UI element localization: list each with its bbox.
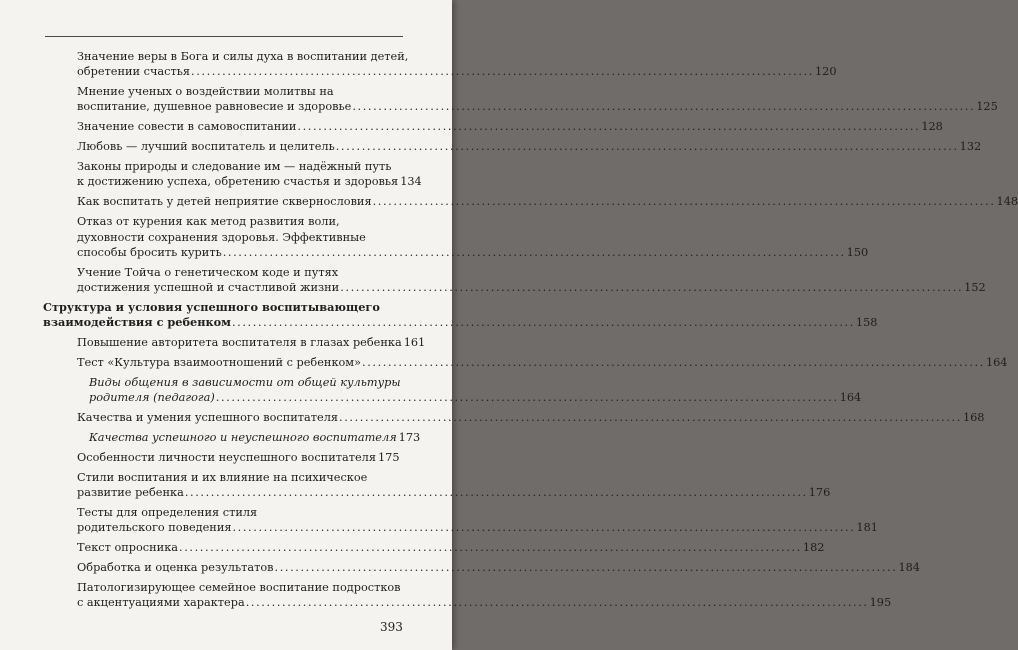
- leader-dots: ........................................................................................................................: [232, 521, 856, 535]
- toc-page-number: 134: [400, 175, 422, 189]
- toc-entry-last-line: [77, 560, 920, 575]
- toc-entry-title: Качества и умения успешного воспитателя: [77, 411, 339, 425]
- toc-entry[interactable]: [43, 410, 985, 425]
- toc-page-number: 125: [976, 100, 998, 114]
- toc-entry-title: родительского поведения: [77, 521, 232, 535]
- toc-entry[interactable]: [43, 450, 403, 465]
- toc-entry-last-line: [77, 119, 943, 134]
- toc-entry-last-line: [77, 450, 398, 465]
- toc-entry-title: Тест «Культура взаимоотношений с ребенком»: [77, 356, 362, 370]
- toc-page-number: 168: [962, 411, 985, 425]
- toc-entry-title: Значение веры в Бога и силы духа в воспитании детей,: [77, 50, 409, 63]
- toc-entry-last-line: [77, 520, 878, 535]
- toc-entry-last-line: [89, 430, 421, 445]
- toc-entry-last-line: [77, 280, 986, 295]
- toc-entry-title: развитие ребенка: [77, 486, 184, 500]
- toc-entry[interactable]: [43, 214, 869, 260]
- toc-page-number: 148: [996, 195, 1018, 209]
- toc-entry-title: Особенности личности неуспешного воспитателя: [77, 451, 376, 464]
- toc-entry-last-line: [77, 485, 831, 500]
- toc-entry-title: способы бросить курить: [77, 245, 222, 259]
- leader-dots: ........................................................................................................................: [274, 561, 898, 575]
- leader-dots: ........................................................................................................................: [191, 65, 814, 79]
- toc-entry-last-line: [77, 194, 1018, 209]
- leader-dots: ........................................................................................................................: [245, 596, 869, 610]
- toc-entry-last-line: [77, 335, 426, 350]
- toc-page-number: 150: [846, 245, 869, 259]
- toc-entry-last-line: [77, 139, 982, 154]
- toc-entry-title: духовности сохранения здоровья. Эффективные: [77, 230, 366, 244]
- toc-entry-title: Стили воспитания и их влияние на психическое: [77, 470, 368, 484]
- toc-entry-title: Как воспитать у детей неприятие сквернословия: [77, 195, 372, 209]
- toc-entry[interactable]: [43, 300, 878, 331]
- toc-page-number: 184: [898, 561, 920, 575]
- toc-page-number: 164: [985, 356, 1008, 370]
- leader-dots: ........................................................................................................................: [339, 411, 962, 425]
- leader-dots: ........................................................................................................................: [184, 486, 808, 500]
- toc-entry-last-line: [77, 540, 825, 555]
- leader-dots: ........................................................................................................................: [372, 195, 996, 209]
- toc-entry-title: обретении счастья: [77, 65, 191, 79]
- toc-page-number: 152: [964, 281, 986, 295]
- toc-entry-last-line: [43, 315, 878, 330]
- page-number: 393: [380, 620, 403, 634]
- toc-entry-last-line: [89, 390, 862, 405]
- toc-entry[interactable]: [43, 139, 982, 154]
- toc-page-number: 195: [869, 596, 892, 610]
- leader-dots: ........................................................................................................................: [340, 281, 964, 295]
- toc-entry-last-line: [77, 245, 869, 260]
- leader-dots: ........................................................................................................................: [362, 356, 985, 370]
- toc-page-number: 176: [808, 486, 831, 500]
- toc-entry-title: Текст опросника: [77, 541, 178, 555]
- toc-entry-title: Виды общения в зависимости от общей культуры: [89, 376, 401, 389]
- toc-entry-title: Значение совести в самовоспитании: [77, 120, 297, 134]
- toc-entry[interactable]: [43, 375, 862, 406]
- top-rule: [45, 36, 403, 37]
- toc-entry-title: Мнение ученых о воздействии молитвы на: [77, 85, 334, 99]
- leader-dots: ........................................................................................................................: [352, 100, 976, 114]
- toc-entry-title: Структура и условия успешного воспитывающего: [43, 300, 380, 314]
- toc-page-number: 164: [839, 391, 862, 405]
- toc-page-number: 132: [959, 140, 982, 154]
- toc-entry-last-line: [77, 410, 985, 425]
- toc-entry[interactable]: [43, 540, 825, 555]
- toc-entry[interactable]: [43, 335, 426, 350]
- toc-entry-last-line: [77, 64, 837, 79]
- toc-entry[interactable]: [43, 505, 878, 536]
- toc-entry-title: родителя (педагога): [89, 391, 215, 405]
- leader-dots: ........................................................................................................................: [179, 541, 802, 555]
- toc-entry[interactable]: [43, 430, 421, 445]
- toc-entry-title: к достижению успеха, обретению счастья и здоровья: [77, 175, 399, 189]
- toc-page-number: 182: [802, 541, 825, 555]
- toc-entry[interactable]: [43, 265, 986, 296]
- toc-entry-title: Отказ от курения как метод развития воли,: [77, 215, 340, 229]
- toc-entry-last-line: [77, 595, 892, 610]
- toc-entry-title: Обработка и оценка результатов: [77, 561, 274, 575]
- leader-dots: ........................................................................................................................: [215, 391, 839, 405]
- toc-entry-title: Любовь — лучший воспитатель и целитель: [77, 140, 335, 154]
- leader-dots: ........................................................................................................................: [335, 140, 959, 154]
- toc-page-number: 175: [377, 451, 400, 464]
- toc-entry-title: Учение Тойча о генетическом коде и путях: [77, 265, 339, 279]
- toc-entry-title: Повышение авторитета воспитателя в глазах ребенка: [77, 336, 402, 350]
- toc-entry[interactable]: [43, 119, 943, 134]
- toc-entry-title: с акцентуациями характера: [77, 596, 245, 610]
- toc-page-number: 161: [403, 336, 426, 350]
- toc-entry-title: Тесты для определения стиля: [77, 506, 258, 520]
- toc-entry-last-line: [77, 174, 422, 189]
- toc-page-number: 173: [398, 431, 421, 445]
- toc-entry[interactable]: [43, 84, 998, 115]
- leader-dots: ........................................................................................................................: [231, 316, 855, 330]
- toc-page-number: 158: [855, 316, 878, 330]
- toc-page-number: 128: [921, 120, 943, 134]
- toc-entry-title: Законы природы и следование им — надёжный путь: [77, 160, 392, 174]
- toc-entry[interactable]: [43, 194, 1018, 209]
- leader-dots: ........................................................................................................................: [297, 120, 921, 134]
- toc-entry-title: Патологизирующее семейное воспитание подростков: [77, 581, 401, 595]
- toc-page-number: 120: [814, 65, 837, 79]
- toc-entry-title: достижения успешной и счастливой жизни: [77, 281, 340, 295]
- leader-dots: ........................................................................................................................: [222, 245, 846, 259]
- toc-entry[interactable]: [43, 355, 1008, 370]
- toc-entry-last-line: [77, 355, 1008, 370]
- toc-entry-title: воспитание, душевное равновесие и здоровье: [77, 100, 352, 114]
- toc-entry-title: взаимодействия с ребенком: [43, 315, 231, 330]
- toc-entry[interactable]: [43, 159, 422, 190]
- toc-entry[interactable]: [43, 560, 920, 575]
- toc-entry-title: Качества успешного и неуспешного воспитателя: [89, 431, 397, 445]
- toc-entry[interactable]: [43, 470, 831, 501]
- toc-page-number: 181: [856, 521, 878, 535]
- toc-entry[interactable]: [43, 580, 892, 611]
- toc-entry-last-line: [77, 99, 998, 114]
- toc-entry[interactable]: [43, 49, 837, 80]
